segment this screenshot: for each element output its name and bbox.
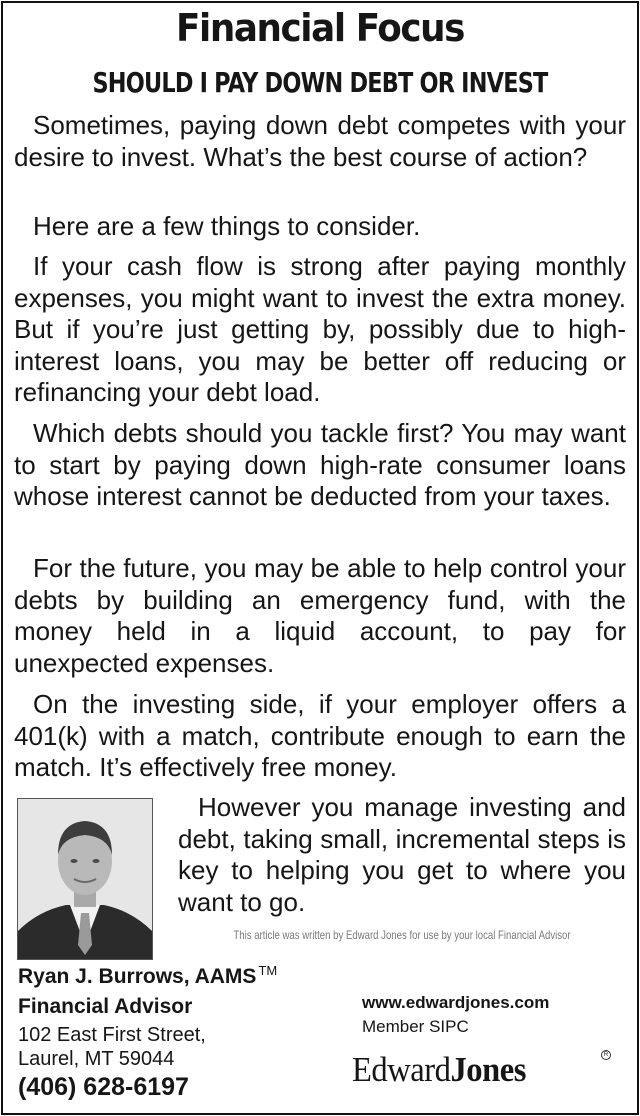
advisor-address-line1: 102 East First Street, (18, 1024, 206, 1046)
advisor-address-line2: Laurel, MT 59044 (18, 1048, 175, 1070)
advisor-portrait-icon (18, 799, 152, 959)
advisor-name-text: Ryan J. Burrows, AAMS (18, 965, 257, 988)
logo-word-edward: Edward (352, 1050, 451, 1089)
paragraph-5: For the future, you may be able to help control your debts by building an emergency fund, with the money held in a liquid account, to pay for unexpected expenses. (14, 553, 626, 678)
advisor-photo (17, 798, 153, 960)
edward-jones-logo (352, 1050, 526, 1090)
paragraph-4: Which debts should you tackle first? You may want to start by paying down high-rate consumer loans whose interest cannot be deducted from your taxes. (14, 418, 626, 511)
paragraph-3: If your cash flow is strong after paying monthly expenses, you might want to invest the extra money. But if you’re just getting by, possibly due to high-interest loans, you may be better off reducing or refinancing your debt load. (14, 251, 626, 407)
article-headline: SHOULD I PAY DOWN DEBT OR INVEST (92, 66, 548, 99)
advisor-name (18, 963, 277, 989)
article-credit: This article was written by Edward Jones for use by your local Financial Advisor (233, 928, 571, 942)
advisor-phone[interactable]: (406) 628-6197 (18, 1073, 189, 1101)
paragraph-1: Sometimes, paying down debt competes with your desire to invest. What’s the best course of action? (14, 110, 626, 172)
paragraph-7: However you manage investing and debt, taking small, incremental steps is key to helping you get to where you want to go. (178, 792, 626, 917)
registered-mark-icon: R (601, 1050, 611, 1060)
advisor-title: Financial Advisor (18, 995, 193, 1018)
member-sipc: Member SIPC (362, 1017, 469, 1036)
logo-word-jones: Jones (450, 1050, 526, 1089)
paragraph-2: Here are a few things to consider. (33, 211, 421, 241)
trademark-mark: TM (258, 963, 278, 978)
column-title: Financial Focus (175, 6, 465, 50)
company-website-link[interactable]: www.edwardjones.com (362, 993, 550, 1012)
paragraph-6: On the investing side, if your employer offers a 401(k) with a match, contribute enough to earn the match. It’s effectively free money. (14, 689, 626, 782)
